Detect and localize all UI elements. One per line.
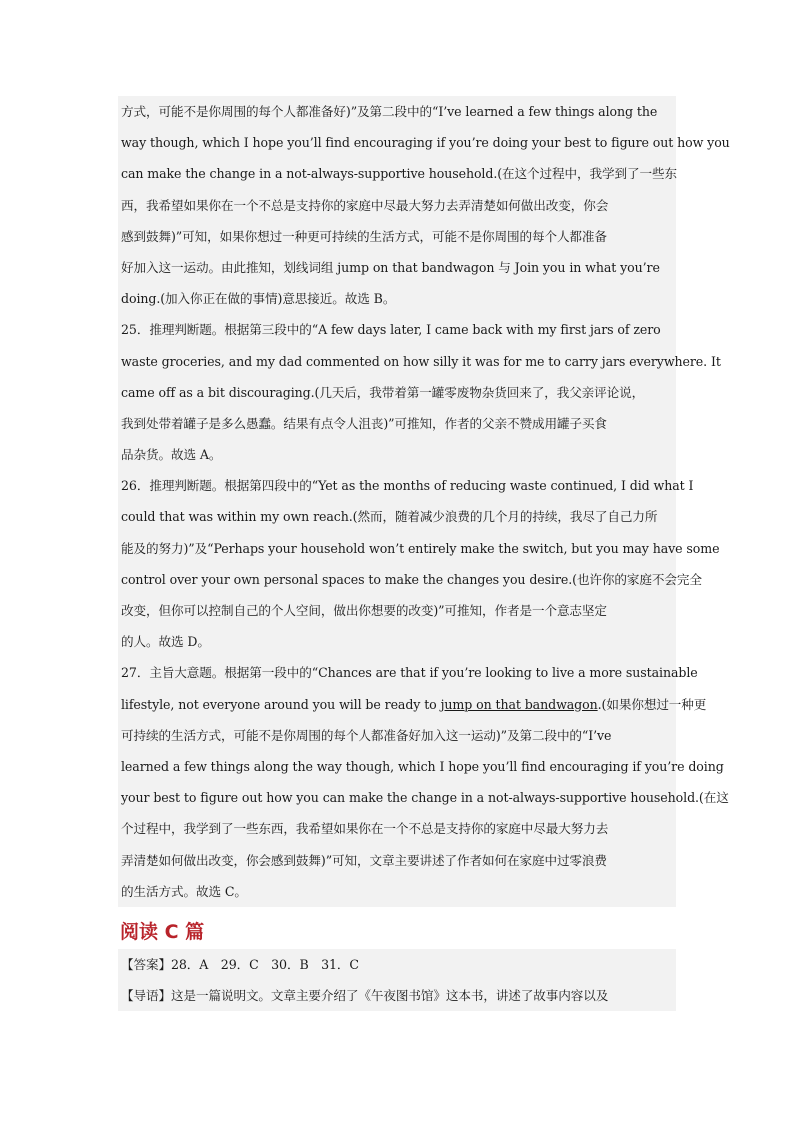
text-line: 西，我希望如果你在一个不总是支持你的家庭中尽最大努力去弄清楚如何做出改变，你会 [121, 197, 609, 213]
text-line: 可持续的生活方式，可能不是你周围的每个人都准备好加入这一运动)”及第二段中的“I’ve [121, 727, 612, 743]
text-line [121, 689, 707, 720]
text-line: 的人。故选 D。 [121, 634, 210, 650]
text-line: your best to figure out how you can make the change in a not-always-supportive household.(在这 [121, 790, 729, 806]
question-27-line: 27．主旨大意题。根据第一段中的“Chances are that if you’re looking to live a more sustainable [121, 665, 698, 681]
question-25-line: 25．推理判断题。根据第三段中的“A few days later, I came back with my first jars of zero [121, 322, 661, 338]
text-line: doing.(加入你正在做的事情)意思接近。故选 B。 [121, 291, 396, 307]
underlined-phrase: jump on that bandwagon [440, 696, 598, 712]
section-heading: 阅读 C 篇 [120, 920, 205, 943]
text-line: can make the change in a not-always-supportive household.(在这个过程中，我学到了一些东 [121, 166, 677, 182]
text-line: waste groceries, and my dad commented on how silly it was for me to carry jars everywhere. It [121, 353, 721, 369]
text-line: control over your own personal spaces to make the changes you desire.(也许你的家庭不会完全 [121, 571, 702, 587]
text-line: 好加入这一运动。由此推知，划线词组 jump on that bandwagon 与 Join you in what you’re [121, 259, 660, 275]
text-line: 的生活方式。故选 C。 [121, 883, 247, 899]
guide-line: 【导语】这是一篇说明文。文章主要介绍了《午夜图书馆》这本书，讲述了故事内容以及 [121, 988, 609, 1004]
text-fragment: .(如果你想过一种更 [597, 696, 707, 712]
text-line: 品杂货。故选 A。 [121, 447, 222, 463]
text-line: 个过程中，我学到了一些东西，我希望如果你在一个不总是支持你的家庭中尽最大努力去 [121, 821, 609, 837]
text-fragment: lifestyle, not everyone around you will be ready to [121, 696, 441, 712]
answer-block [118, 949, 676, 1011]
answer-line: 【答案】28．A 29．C 30．B 31．C [121, 956, 359, 972]
text-line: 感到鼓舞)”可知，如果你想过一种更可持续的生活方式，可能不是你周围的每个人都准备 [121, 228, 607, 244]
text-line: way though, which I hope you’ll find encouraging if you’re doing your best to figure out how you [121, 135, 730, 151]
document-body [118, 96, 730, 1011]
text-line: 能及的努力)”及“Perhaps your household won’t entirely make the switch, but you may have some [121, 540, 720, 556]
text-line: 我到处带着罐子是多么愚蠢。结果有点令人沮丧)”可推知，作者的父亲不赞成用罐子买食 [121, 415, 607, 431]
question-26-line: 26．推理判断题。根据第四段中的“Yet as the months of reducing waste continued, I did what I [121, 478, 694, 494]
explanation-block [118, 96, 730, 907]
text-line: 弄清楚如何做出改变，你会感到鼓舞)”可知，文章主要讲述了作者如何在家庭中过零浪费 [121, 852, 607, 868]
text-line: could that was within my own reach.(然而，随着减少浪费的几个月的持续，我尽了自己力所 [121, 509, 658, 525]
text-line: learned a few things along the way though, which I hope you’ll find encouraging if you’re doing [121, 758, 724, 774]
text-line: 方式，可能不是你周围的每个人都准备好)”及第二段中的“I’ve learned a few things along the [121, 104, 658, 119]
text-line: came off as a bit discouraging.(几天后，我带着第一罐零废物杂货回来了，我父亲评论说， [121, 384, 645, 400]
text-line: 改变，但你可以控制自己的个人空间，做出你想要的改变)”可推知，作者是一个意志坚定 [121, 603, 607, 618]
